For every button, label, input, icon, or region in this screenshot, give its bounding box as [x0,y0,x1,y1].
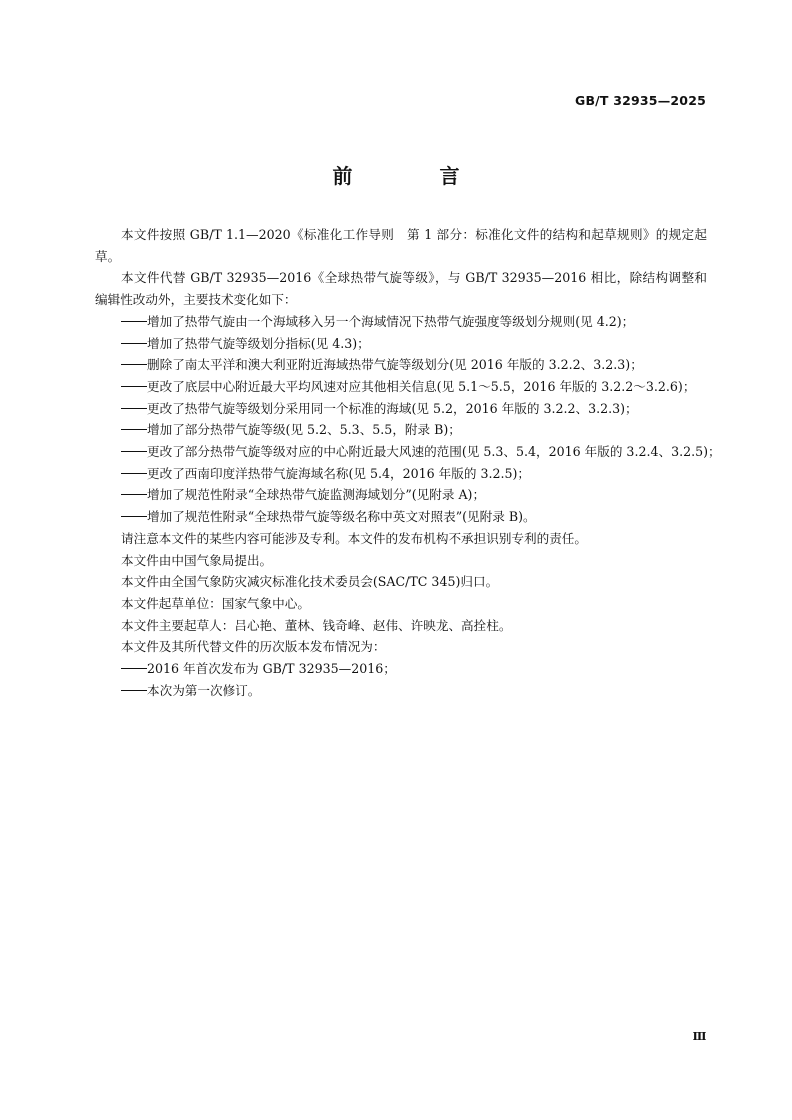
em-dash [121,386,147,387]
paragraph-committee: 本文件由全国气象防灾减灾标准化技术委员会(SAC/TC 345)归口。 [121,574,499,590]
list-item: 增加了规范性附录“全球热带气旋等级名称中英文对照表”(见附录 B)。 [95,506,707,528]
page-title: 前 言 [332,164,500,188]
list-item: 2016 年首次发布为 GB/T 32935—2016； [95,658,707,680]
em-dash [121,321,147,322]
list-item: 增加了规范性附录“全球热带气旋监测海域划分”(见附录 A)； [95,484,707,506]
list-item: 更改了热带气旋等级划分采用同一个标准的海域(见 5.2，2016 年版的 3.2.2、3.2.3)； [95,398,707,420]
list-item: 更改了部分热带气旋等级对应的中心附近最大风速的范围(见 5.3、5.4，2016 年版的 3.2.4、3.2.5)； [95,441,707,463]
em-dash [121,429,147,430]
em-dash [121,451,147,452]
em-dash [121,408,147,409]
em-dash [121,690,147,691]
standard-number: GB/T 32935—2025 [574,93,706,108]
history-list [95,658,707,701]
list-item: 更改了西南印度洋热带气旋海域名称(见 5.4，2016 年版的 3.2.5)； [95,463,707,485]
list-item: 删除了南太平洋和澳大利亚附近海域热带气旋等级划分(见 2016 年版的 3.2.2、3.2.3)； [95,354,707,376]
em-dash [121,668,147,669]
changes-list [95,311,721,528]
paragraph-drafters: 本文件主要起草人：吕心艳、董林、钱奇峰、赵伟、许映龙、高拴柱。 [121,617,512,633]
paragraph-proposer: 本文件由中国气象局提出。 [121,552,273,568]
list-item: 增加了部分热带气旋等级(见 5.2、5.3、5.5，附录 B)； [95,419,707,441]
list-item: 增加了热带气旋由一个海域移入另一个海域情况下热带气旋强度等级划分规则(见 4.2)； [95,311,707,333]
em-dash [121,364,147,365]
list-item: 本次为第一次修订。 [95,680,707,702]
paragraph-replacement: 本文件代替 GB/T 32935—2016《全球热带气旋等级》，与 GB/T 32935—2016 相比，除结构调整和编辑性改动外，主要技术变化如下： [95,270,707,308]
list-item: 增加了热带气旋等级划分指标(见 4.3)； [95,333,707,355]
em-dash [121,343,147,344]
paragraph-patent-notice: 请注意本文件的某些内容可能涉及专利。本文件的发布机构不承担识别专利的责任。 [121,530,587,546]
paragraph-history-intro: 本文件及其所代替文件的历次版本发布情况为： [121,639,386,655]
paragraph-drafting-rules: 本文件按照 GB/T 1.1—2020《标准化工作导则 第 1 部分：标准化文件的结构和起草规则》的规定起草。 [95,227,707,264]
list-item: 更改了底层中心附近最大平均风速对应其他相关信息(见 5.1～5.5，2016 年版的 3.2.2～3.2.6)； [95,376,707,398]
paragraph-drafting-unit: 本文件起草单位：国家气象中心。 [121,595,310,611]
em-dash [121,494,147,495]
foreword-body [95,224,721,701]
em-dash [121,473,147,474]
page-number: Ⅲ [692,1029,706,1043]
em-dash [121,516,147,517]
